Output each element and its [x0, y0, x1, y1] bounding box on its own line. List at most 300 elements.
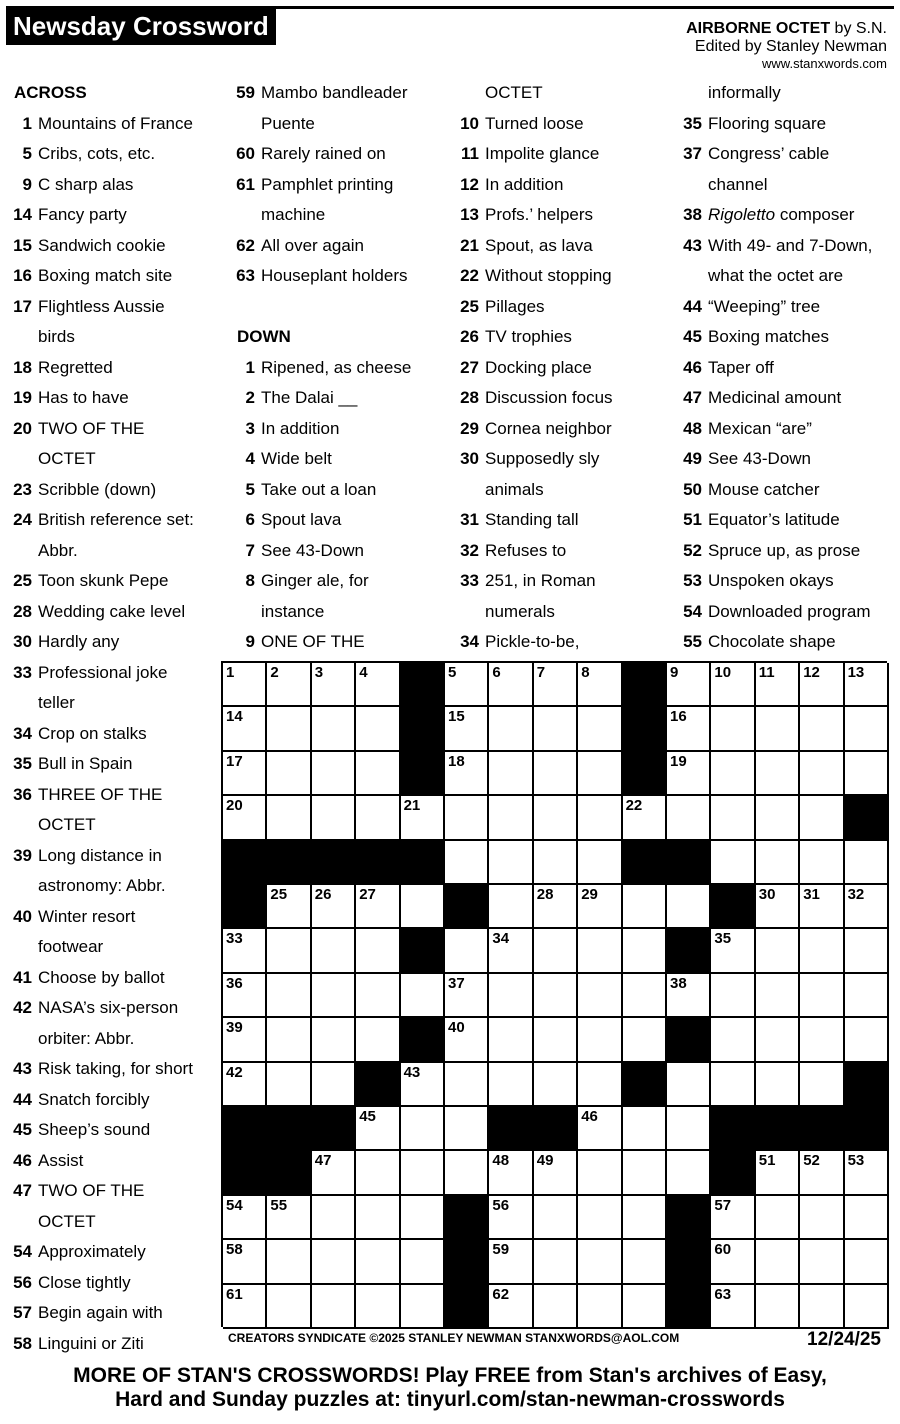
grid-cell[interactable]	[711, 1018, 755, 1062]
grid-cell[interactable]	[356, 796, 400, 840]
grid-cell[interactable]	[312, 885, 356, 929]
clue-number: 32	[460, 540, 479, 560]
grid-cell[interactable]	[667, 1063, 711, 1107]
clue-text: Hardly any	[38, 632, 120, 651]
clue-text: ONE OF THE	[261, 632, 365, 651]
grid-cell[interactable]	[267, 796, 311, 840]
clue-number: 9	[22, 174, 32, 194]
grid-cell[interactable]	[445, 1018, 489, 1062]
grid-cell[interactable]	[356, 1240, 400, 1284]
clue-number: 21	[460, 235, 479, 255]
clue-text: TV trophies	[485, 327, 572, 346]
cell-number: 46	[581, 1108, 598, 1125]
black-square	[445, 1240, 489, 1284]
clue-text: Ginger ale, for	[261, 571, 369, 590]
clue-text: See 43-Down	[261, 540, 365, 560]
grid-cell[interactable]	[623, 796, 667, 840]
grid-cell[interactable]	[267, 1018, 311, 1062]
cell-number: 63	[714, 1285, 732, 1303]
grid-cell[interactable]	[312, 663, 356, 707]
clue-number: 9	[245, 632, 255, 651]
clue-number: 33	[13, 662, 32, 682]
black-square	[800, 1107, 844, 1151]
cell-number: 43	[403, 1063, 421, 1081]
clue-text: See 43-Down	[708, 449, 812, 468]
clue-text: Long distance in	[38, 845, 162, 865]
grid-cell[interactable]	[356, 1196, 400, 1240]
cell-number: 61	[226, 1285, 243, 1303]
grid-cell[interactable]	[667, 707, 711, 751]
grid-cell[interactable]	[756, 929, 800, 973]
clue-number: 12	[460, 174, 479, 194]
grid-cell[interactable]	[667, 796, 711, 840]
grid-cell[interactable]	[800, 1285, 844, 1329]
grid-cell[interactable]	[800, 1196, 844, 1240]
grid-cell[interactable]	[623, 1151, 667, 1195]
grid-cell[interactable]	[356, 1018, 400, 1062]
cell-number: 21	[403, 797, 421, 815]
grid-cell[interactable]	[711, 707, 755, 751]
grid-cell[interactable]	[401, 1196, 445, 1240]
grid-cell[interactable]	[800, 841, 844, 885]
clue-text: Pillages	[485, 296, 545, 316]
grid-cell[interactable]	[489, 796, 533, 840]
grid-cell[interactable]	[756, 1151, 800, 1195]
grid-cell[interactable]	[800, 1018, 844, 1062]
grid-cell[interactable]	[401, 1285, 445, 1329]
grid-cell[interactable]	[312, 1151, 356, 1195]
black-square	[667, 1018, 711, 1062]
grid-cell[interactable]	[267, 1240, 311, 1284]
grid-cell[interactable]	[756, 1196, 800, 1240]
grid-cell[interactable]	[578, 929, 622, 973]
grid-cell[interactable]	[800, 663, 844, 707]
grid-cell[interactable]	[267, 752, 311, 796]
grid-cell[interactable]	[623, 1107, 667, 1151]
grid-cell[interactable]	[356, 1151, 400, 1195]
grid-cell[interactable]	[756, 663, 800, 707]
clue-number: 4	[245, 449, 255, 468]
clue-number: 34	[460, 632, 479, 651]
grid-cell[interactable]	[401, 796, 445, 840]
grid-cell[interactable]	[578, 974, 622, 1018]
clue-text: Rarely rained on	[261, 144, 386, 163]
grid-cell[interactable]	[845, 1151, 889, 1195]
grid-cell[interactable]	[845, 974, 889, 1018]
grid-cell[interactable]	[845, 1285, 889, 1329]
crossword-grid	[221, 661, 887, 1327]
puzzle-name: AIRBORNE OCTET	[686, 20, 831, 37]
clue-text: OCTET	[38, 1211, 96, 1231]
grid-cell[interactable]	[489, 663, 533, 707]
grid-cell[interactable]	[223, 1285, 267, 1329]
grid-cell[interactable]	[445, 974, 489, 1018]
cell-number: 39	[226, 1019, 243, 1037]
clue-text: Toon skunk Pepe	[38, 571, 169, 590]
grid-cell[interactable]	[534, 1063, 578, 1107]
grid-cell[interactable]	[534, 841, 578, 885]
clue-text: Crop on stalks	[38, 723, 147, 743]
grid-cell[interactable]	[489, 974, 533, 1018]
grid-cell[interactable]	[800, 1063, 844, 1107]
grid-cell[interactable]	[534, 796, 578, 840]
grid-cell[interactable]	[356, 974, 400, 1018]
grid-cell[interactable]	[578, 1018, 622, 1062]
cell-number: 3	[314, 664, 324, 681]
cell-number: 20	[226, 797, 243, 815]
grid-cell[interactable]	[445, 707, 489, 751]
clue-text: Medicinal amount	[708, 388, 842, 407]
grid-cell[interactable]	[223, 1240, 267, 1284]
grid-cell[interactable]	[711, 1285, 755, 1329]
grid-cell[interactable]	[578, 885, 622, 929]
black-square	[223, 841, 267, 885]
grid-cell[interactable]	[267, 707, 311, 751]
clue-text: Chocolate shape	[708, 632, 836, 651]
grid-cell[interactable]	[401, 885, 445, 929]
black-square	[623, 707, 667, 751]
grid-cell[interactable]	[223, 1018, 267, 1062]
grid-cell[interactable]	[578, 1063, 622, 1107]
grid-cell[interactable]	[667, 752, 711, 796]
grid-cell[interactable]	[578, 752, 622, 796]
clue-text: OCTET	[38, 815, 96, 834]
cell-number: 25	[270, 886, 288, 903]
grid-cell[interactable]	[800, 929, 844, 973]
grid-cell[interactable]	[489, 841, 533, 885]
grid-cell[interactable]	[534, 1240, 578, 1284]
grid-cell[interactable]	[223, 974, 267, 1018]
clue-text: C sharp alas	[38, 174, 134, 194]
grid-cell[interactable]	[356, 663, 400, 707]
grid-cell[interactable]	[401, 1151, 445, 1195]
black-square	[756, 1107, 800, 1151]
grid-cell[interactable]	[623, 1018, 667, 1062]
grid-cell[interactable]	[756, 752, 800, 796]
grid-cell[interactable]	[401, 1107, 445, 1151]
grid-cell[interactable]	[800, 1151, 844, 1195]
clue-text: Ripened, as cheese	[261, 357, 412, 377]
grid-cell[interactable]	[711, 752, 755, 796]
clue-text: channel	[708, 174, 768, 194]
grid-cell[interactable]	[401, 1063, 445, 1107]
grid-cell[interactable]	[623, 929, 667, 973]
grid-cell[interactable]	[800, 707, 844, 751]
grid-cell[interactable]	[489, 1285, 533, 1329]
grid-cell[interactable]	[445, 663, 489, 707]
grid-cell[interactable]	[800, 752, 844, 796]
grid-cell[interactable]	[667, 974, 711, 1018]
grid-cell[interactable]	[623, 885, 667, 929]
grid-cell[interactable]	[356, 1107, 400, 1151]
grid-cell[interactable]	[489, 752, 533, 796]
grid-cell[interactable]	[267, 885, 311, 929]
clue-number: 59	[236, 83, 255, 102]
grid-cell[interactable]	[623, 974, 667, 1018]
grid-cell[interactable]	[267, 663, 311, 707]
clue-text: Downloaded program	[708, 601, 871, 621]
grid-cell[interactable]	[223, 707, 267, 751]
grid-cell[interactable]	[312, 1285, 356, 1329]
clue-number: 46	[683, 357, 702, 377]
grid-cell[interactable]	[312, 707, 356, 751]
cell-number: 57	[714, 1196, 732, 1214]
grid-cell[interactable]	[267, 974, 311, 1018]
grid-cell[interactable]	[667, 663, 711, 707]
cell-number: 52	[803, 1152, 820, 1170]
cell-number: 44	[625, 1063, 643, 1081]
clue-number: 48	[683, 418, 702, 438]
grid-cell[interactable]	[223, 663, 267, 707]
clue-text: Discussion focus	[485, 388, 613, 407]
clue-number: 60	[236, 144, 255, 163]
grid-cell[interactable]	[534, 1285, 578, 1329]
grid-cell[interactable]	[489, 1196, 533, 1240]
cell-number: 8	[581, 664, 590, 681]
grid-cell[interactable]	[578, 1240, 622, 1284]
cell-number: 55	[270, 1196, 288, 1214]
cell-number: 6	[492, 664, 501, 681]
clue-text: Without stopping	[485, 266, 612, 285]
black-square	[401, 1018, 445, 1062]
grid-cell[interactable]	[534, 1151, 578, 1195]
clue-number: 47	[683, 388, 702, 407]
grid-cell[interactable]	[223, 1063, 267, 1107]
clue-text: With 49- and 7-Down,	[708, 235, 873, 255]
black-square	[267, 1107, 311, 1151]
grid-cell[interactable]	[756, 974, 800, 1018]
grid-cell[interactable]	[711, 974, 755, 1018]
clue-text: Spout, as lava	[485, 235, 593, 255]
cell-number: 27	[359, 886, 376, 903]
clue-number: 37	[683, 144, 702, 163]
clue-number: 13	[460, 205, 479, 224]
grid-cell[interactable]	[578, 1285, 622, 1329]
grid-cell[interactable]	[711, 796, 755, 840]
clue-number: 6	[245, 510, 255, 529]
grid-cell[interactable]	[445, 1063, 489, 1107]
clue-text: 251, in Roman	[485, 571, 596, 590]
grid-cell[interactable]	[756, 796, 800, 840]
puzzle-date: 12/24/25	[807, 1329, 881, 1350]
grid-cell[interactable]	[845, 1196, 889, 1240]
grid-cell[interactable]	[489, 1151, 533, 1195]
grid-cell[interactable]	[356, 885, 400, 929]
clue-number: 41	[13, 967, 32, 987]
grid-cell[interactable]	[578, 1196, 622, 1240]
clue-text: OCTET	[38, 449, 96, 468]
clue-number: 45	[683, 327, 702, 346]
grid-cell[interactable]	[489, 929, 533, 973]
grid-cell[interactable]	[578, 663, 622, 707]
cell-number: 48	[492, 1152, 510, 1170]
black-square	[845, 796, 889, 840]
grid-cell[interactable]	[756, 1285, 800, 1329]
grid-cell[interactable]	[800, 796, 844, 840]
black-square	[356, 1063, 400, 1107]
clue-text: informally	[708, 83, 781, 102]
grid-cell[interactable]	[623, 1196, 667, 1240]
black-square	[489, 1107, 533, 1151]
cell-number: 34	[492, 930, 510, 948]
grid-cell[interactable]	[534, 1018, 578, 1062]
grid-cell[interactable]	[489, 707, 533, 751]
grid-cell[interactable]	[711, 1063, 755, 1107]
grid-cell[interactable]	[356, 752, 400, 796]
grid-cell[interactable]	[845, 752, 889, 796]
grid-cell[interactable]	[711, 663, 755, 707]
clue-number: 29	[460, 418, 479, 438]
grid-cell[interactable]	[534, 885, 578, 929]
grid-cell[interactable]	[489, 1018, 533, 1062]
grid-cell[interactable]	[756, 1063, 800, 1107]
grid-cell[interactable]	[223, 1196, 267, 1240]
grid-cell[interactable]	[756, 1018, 800, 1062]
grid-cell[interactable]	[445, 752, 489, 796]
grid-cell[interactable]	[356, 929, 400, 973]
grid-cell[interactable]	[667, 1151, 711, 1195]
clue-number: 28	[13, 601, 32, 621]
grid-cell[interactable]	[534, 663, 578, 707]
grid-cell[interactable]	[845, 841, 889, 885]
clue-text: Take out a loan	[261, 479, 377, 499]
grid-cell[interactable]	[534, 707, 578, 751]
cell-number: 1	[226, 664, 235, 681]
black-square	[356, 841, 400, 885]
cell-number: 45	[359, 1108, 376, 1125]
clue-number: 42	[13, 998, 32, 1017]
cell-number: 10	[714, 664, 732, 681]
clue-number: 40	[13, 906, 32, 926]
clue-number: 44	[683, 296, 702, 316]
clue-number: 30	[460, 449, 479, 468]
grid-cell[interactable]	[578, 707, 622, 751]
grid-cell[interactable]	[756, 1240, 800, 1284]
grid-cell[interactable]	[267, 1063, 311, 1107]
grid-cell[interactable]	[312, 796, 356, 840]
grid-cell[interactable]	[578, 1151, 622, 1195]
black-square	[267, 841, 311, 885]
grid-cell[interactable]	[534, 929, 578, 973]
grid-cell[interactable]	[267, 1196, 311, 1240]
grid-cell[interactable]	[401, 1240, 445, 1284]
grid-cell[interactable]	[401, 974, 445, 1018]
grid-cell[interactable]	[578, 1107, 622, 1151]
grid-cell[interactable]	[312, 929, 356, 973]
clue-text: astronomy: Abbr.	[38, 876, 166, 895]
grid-cell[interactable]	[667, 885, 711, 929]
grid-cell[interactable]	[223, 752, 267, 796]
grid-cell[interactable]	[845, 929, 889, 973]
clue-text: Wedding cake level	[38, 601, 186, 621]
grid-cell[interactable]	[756, 885, 800, 929]
clue-text: Docking place	[485, 357, 592, 377]
cell-number: 53	[847, 1152, 865, 1170]
grid-cell[interactable]	[711, 841, 755, 885]
grid-cell[interactable]	[534, 1196, 578, 1240]
grid-cell[interactable]	[445, 929, 489, 973]
clue-text: Profs.’ helpers	[485, 205, 594, 224]
grid-cell[interactable]	[623, 1240, 667, 1284]
clue-number: 2	[245, 388, 255, 407]
grid-cell[interactable]	[845, 885, 889, 929]
grid-cell[interactable]	[223, 796, 267, 840]
grid-cell[interactable]	[756, 841, 800, 885]
black-square	[623, 663, 667, 707]
grid-cell[interactable]	[845, 1240, 889, 1284]
grid-cell[interactable]	[445, 796, 489, 840]
cell-number: 22	[625, 797, 643, 815]
grid-cell[interactable]	[623, 1285, 667, 1329]
grid-cell[interactable]	[356, 707, 400, 751]
grid-cell[interactable]	[534, 974, 578, 1018]
clue-number: 24	[13, 510, 32, 529]
clue-text: Mouse catcher	[708, 479, 820, 499]
cell-number: 50	[714, 1152, 732, 1170]
grid-cell[interactable]	[223, 929, 267, 973]
grid-cell[interactable]	[267, 1285, 311, 1329]
clue-text: Flooring square	[708, 113, 827, 133]
grid-cell[interactable]	[800, 974, 844, 1018]
black-square	[401, 663, 445, 707]
black-square	[667, 929, 711, 973]
grid-cell[interactable]	[312, 1063, 356, 1107]
grid-cell[interactable]	[312, 1196, 356, 1240]
grid-cell[interactable]	[356, 1285, 400, 1329]
grid-cell[interactable]	[445, 841, 489, 885]
clue-number: 49	[683, 449, 702, 468]
grid-cell[interactable]	[845, 663, 889, 707]
grid-cell[interactable]	[711, 1196, 755, 1240]
cell-number: 33	[226, 930, 243, 948]
grid-cell[interactable]	[845, 1018, 889, 1062]
grid-cell[interactable]	[578, 796, 622, 840]
black-square	[534, 1107, 578, 1151]
grid-cell[interactable]	[489, 1063, 533, 1107]
grid-cell[interactable]	[489, 1240, 533, 1284]
black-square	[223, 1151, 267, 1195]
clue-number: 51	[683, 510, 702, 529]
cell-number: 58	[226, 1241, 243, 1259]
grid-cell[interactable]	[312, 1018, 356, 1062]
grid-cell[interactable]	[312, 1240, 356, 1284]
grid-cell[interactable]	[756, 707, 800, 751]
grid-cell[interactable]	[312, 974, 356, 1018]
cell-number: 49	[536, 1152, 554, 1170]
grid-cell[interactable]	[578, 841, 622, 885]
clue-number: 54	[13, 1242, 32, 1261]
grid-cell[interactable]	[800, 1240, 844, 1284]
grid-cell[interactable]	[711, 1240, 755, 1284]
grid-cell[interactable]	[845, 707, 889, 751]
grid-cell[interactable]	[267, 929, 311, 973]
grid-cell[interactable]	[667, 1107, 711, 1151]
clue-text: Rigoletto composer	[708, 205, 855, 224]
clue-number: 56	[13, 1272, 32, 1292]
grid-cell[interactable]	[489, 885, 533, 929]
black-square	[711, 885, 755, 929]
clue-number: 1	[22, 113, 32, 133]
grid-cell[interactable]	[312, 752, 356, 796]
grid-cell[interactable]	[800, 885, 844, 929]
clue-number: 18	[13, 357, 32, 377]
grid-cell[interactable]	[711, 929, 755, 973]
grid-cell[interactable]	[534, 752, 578, 796]
grid-cell[interactable]	[445, 1107, 489, 1151]
clue-number: 47	[13, 1181, 32, 1200]
clue-text: Pamphlet printing	[261, 174, 394, 194]
grid-cell[interactable]	[445, 1151, 489, 1195]
